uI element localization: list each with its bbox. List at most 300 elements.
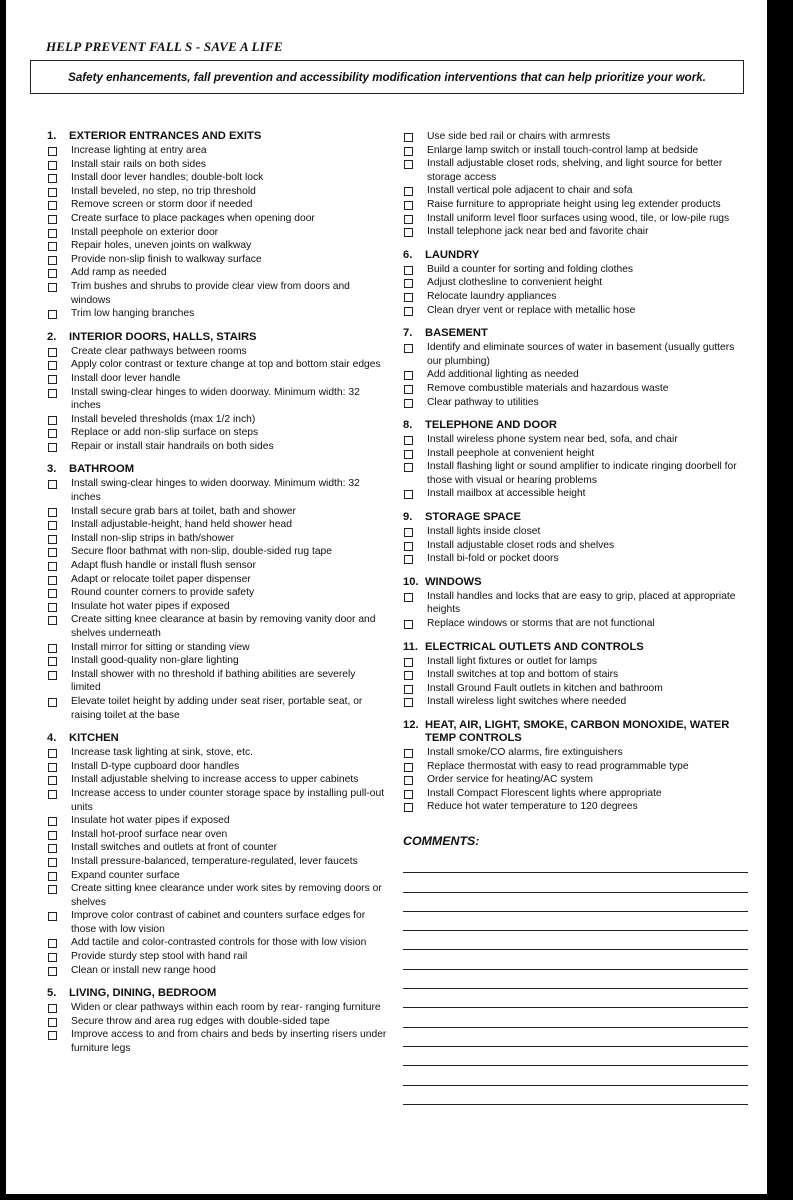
comments-label: COMMENTS: — [403, 833, 480, 848]
checklist-item-text: Install shower with no threshold if bathing abilities are severely limited — [71, 668, 356, 694]
section-number: 7. — [403, 327, 413, 340]
section-number: 5. — [47, 987, 57, 1000]
checklist-item-text: Clear pathway to utilities — [427, 396, 539, 408]
checkbox[interactable] — [48, 763, 57, 772]
checkbox[interactable] — [404, 371, 413, 380]
comment-line[interactable] — [403, 1047, 748, 1066]
checklist-section — [47, 732, 387, 977]
checklist-item-text: Expand counter surface — [71, 869, 180, 881]
checkbox[interactable] — [48, 1031, 57, 1040]
checkbox[interactable] — [404, 266, 413, 275]
checklist-item-text: Install smoke/CO alarms, fire extinguishers — [427, 747, 623, 758]
checkbox[interactable] — [48, 174, 57, 183]
comment-line[interactable] — [403, 1008, 748, 1027]
comment-line[interactable] — [403, 912, 748, 931]
checklist-item[interactable] — [47, 950, 387, 964]
checkbox[interactable] — [404, 490, 413, 499]
checklist-item-text: Adjust clothesline to convenient height — [427, 277, 603, 289]
checkbox[interactable] — [48, 443, 57, 452]
checklist-item[interactable] — [47, 787, 387, 814]
checkbox[interactable] — [48, 201, 57, 210]
checklist-item[interactable] — [403, 447, 748, 461]
checkbox[interactable] — [48, 256, 57, 265]
checkbox[interactable] — [48, 644, 57, 653]
section-title: INTERIOR DOORS, HALLS, STAIRS — [69, 330, 257, 343]
checkbox[interactable] — [48, 521, 57, 530]
checklist-item[interactable] — [47, 841, 387, 855]
checkbox[interactable] — [48, 215, 57, 224]
checkbox[interactable] — [404, 385, 413, 394]
checklist-item-text: Increase access to under counter storage space by installing pull-out units — [71, 787, 385, 813]
checklist-item[interactable] — [47, 518, 387, 532]
checklist-item[interactable] — [403, 539, 748, 553]
continued-items — [403, 130, 748, 239]
checklist-item[interactable] — [47, 869, 387, 883]
checkbox[interactable] — [48, 589, 57, 598]
checklist-item-text: Build a counter for sorting and folding clothes — [427, 263, 634, 275]
checkbox[interactable] — [404, 307, 413, 316]
section-number: 8. — [403, 419, 413, 432]
checkbox[interactable] — [48, 161, 57, 170]
checklist-item[interactable] — [47, 1028, 387, 1055]
section-title: ELECTRICAL OUTLETS AND CONTROLS — [425, 640, 644, 653]
checkbox[interactable] — [404, 463, 413, 472]
checklist-item[interactable] — [403, 787, 748, 801]
checklist-item[interactable] — [47, 280, 387, 307]
checklist-item[interactable] — [403, 552, 748, 566]
checkbox[interactable] — [48, 817, 57, 826]
checklist-item[interactable] — [47, 532, 387, 546]
checklist-section — [403, 576, 748, 631]
checklist-item[interactable] — [403, 225, 748, 239]
checklist-item[interactable] — [47, 695, 387, 722]
checklist-item[interactable] — [403, 368, 748, 382]
checklist-item-text: Round counter corners to provide safety — [71, 587, 255, 599]
checklist-item-text: Clean dryer vent or replace with metallic hose — [427, 304, 636, 316]
checkbox[interactable] — [48, 831, 57, 840]
checklist-section — [403, 719, 748, 814]
checklist-item[interactable] — [47, 814, 387, 828]
checkbox[interactable] — [48, 283, 57, 292]
section-number: 9. — [403, 511, 413, 524]
checkbox[interactable] — [48, 616, 57, 625]
left-border — [0, 0, 6, 1200]
checkbox[interactable] — [48, 844, 57, 853]
checklist-item[interactable] — [47, 477, 387, 504]
checklist-item[interactable] — [403, 198, 748, 212]
checklist-item[interactable] — [47, 307, 387, 321]
section-number: 12. — [403, 719, 419, 731]
checklist-item-text: Install D-type cupboard door handles — [71, 760, 240, 772]
checklist-item[interactable] — [47, 253, 387, 267]
section-heading — [47, 987, 387, 1000]
checklist-item-text: Install non-slip strips in bath/shower — [71, 532, 235, 544]
checklist-item-text: Install switches and outlets at front of counter — [71, 842, 278, 854]
checkbox[interactable] — [48, 535, 57, 544]
checkbox[interactable] — [48, 1018, 57, 1027]
bottom-border — [0, 1194, 793, 1200]
checkbox[interactable] — [404, 160, 413, 169]
checkbox[interactable] — [48, 967, 57, 976]
checklist-item-text: Install swing-clear hinges to widen doorway. Minimum width: 32 inches — [71, 386, 360, 412]
checkbox[interactable] — [48, 480, 57, 489]
section-title: LAUNDRY — [425, 248, 480, 261]
checklist-item-text: Increase task lighting at sink, stove, etc. — [71, 747, 254, 759]
checkbox[interactable] — [404, 658, 413, 667]
checklist-item[interactable] — [47, 828, 387, 842]
checklist-item-text: Add tactile and color-contrasted controls for those with low vision — [71, 937, 367, 949]
checkbox[interactable] — [48, 749, 57, 758]
checklist-item-text: Elevate toilet height by adding under seat riser, portable seat, or raising toilet at the base — [71, 695, 363, 721]
checklist-item[interactable] — [47, 212, 387, 226]
checklist-item[interactable] — [47, 882, 387, 909]
page-title: HELP PREVENT FALL S - SAVE A LIFE — [46, 39, 283, 54]
checkbox[interactable] — [48, 229, 57, 238]
checkbox[interactable] — [48, 389, 57, 398]
checklist-item[interactable] — [47, 559, 387, 573]
subtitle-box — [30, 60, 744, 94]
checkbox[interactable] — [404, 228, 413, 237]
checklist-item-text: Identify and eliminate sources of water in basement (usually gutters our plumbing) — [427, 342, 735, 367]
checklist-item[interactable] — [403, 290, 748, 304]
checklist-section — [403, 327, 748, 409]
comment-line[interactable] — [403, 1066, 748, 1085]
checkbox[interactable] — [404, 685, 413, 694]
checklist-item[interactable] — [47, 440, 387, 454]
checklist-item-text: Insulate hot water pipes if exposed — [71, 600, 230, 612]
checklist-item[interactable] — [47, 668, 387, 695]
checklist-item[interactable] — [403, 487, 748, 501]
checklist-item[interactable] — [47, 1015, 387, 1029]
checkbox[interactable] — [48, 953, 57, 962]
checklist-item-text: Trim bushes and shrubs to provide clear view from doors and windows — [71, 280, 350, 306]
checkbox[interactable] — [404, 542, 413, 551]
checklist-item-text: Provide sturdy step stool with hand rail — [71, 951, 248, 963]
checklist-item[interactable] — [403, 760, 748, 774]
checklist-item[interactable] — [403, 617, 748, 631]
checklist-item-text: Secure floor bathmat with non-slip, double-sided rug tape — [71, 546, 333, 558]
checklist-section — [403, 419, 748, 501]
checklist-item-text: Install vertical pole adjacent to chair and sofa — [427, 185, 633, 197]
checklist-item[interactable] — [403, 304, 748, 318]
comment-line[interactable] — [403, 1086, 748, 1105]
checklist-item[interactable] — [47, 345, 387, 359]
checkbox[interactable] — [404, 215, 413, 224]
checklist-item[interactable] — [47, 964, 387, 978]
checklist-item[interactable] — [403, 590, 748, 617]
checklist-item-text: Install beveled thresholds (max 1/2 inch) — [71, 413, 256, 425]
left-column — [47, 130, 387, 1066]
checkbox[interactable] — [404, 776, 413, 785]
checklist-item-text: Create sitting knee clearance at basin by removing vanity door and shelves underneath — [71, 614, 376, 639]
section-title: WINDOWS — [425, 575, 482, 588]
checklist-item-text: Install good-quality non-glare lighting — [71, 655, 239, 667]
checklist-item-text: Install beveled, no step, no trip threshold — [71, 185, 256, 197]
checklist-item-text: Remove screen or storm door if needed — [71, 199, 253, 211]
checkbox[interactable] — [48, 375, 57, 384]
checklist-section — [403, 641, 748, 709]
checklist-item[interactable] — [403, 525, 748, 539]
checklist-item[interactable] — [403, 212, 748, 226]
checkbox[interactable] — [48, 858, 57, 867]
checkbox[interactable] — [48, 269, 57, 278]
checkbox[interactable] — [48, 576, 57, 585]
checklist-item-text: Install hot-proof surface near oven — [71, 828, 228, 840]
checkbox[interactable] — [48, 912, 57, 921]
section-heading — [403, 249, 748, 262]
checklist-item[interactable] — [47, 760, 387, 774]
checklist-item-text: Install pressure-balanced, temperature-regulated, lever faucets — [71, 855, 358, 867]
checklist-item[interactable] — [47, 773, 387, 787]
checkbox[interactable] — [404, 450, 413, 459]
checklist-item[interactable] — [403, 695, 748, 709]
checklist-item-text: Install Ground Fault outlets in kitchen and bathroom — [427, 682, 663, 694]
right-border — [767, 0, 793, 1200]
checklist-item-text: Create sitting knee clearance under work sites by removing doors or shelves — [71, 883, 382, 908]
checklist-section — [47, 463, 387, 722]
checklist-item[interactable] — [403, 746, 748, 760]
checklist-item[interactable] — [47, 654, 387, 668]
checklist-item-text: Insulate hot water pipes if exposed — [71, 815, 230, 827]
checklist-item-text: Create surface to place packages when opening door — [71, 212, 315, 224]
checklist-item-text: Create clear pathways between rooms — [71, 345, 247, 357]
checklist-item[interactable] — [403, 157, 748, 184]
checklist-item-text: Install bi-fold or pocket doors — [427, 553, 559, 565]
checkbox[interactable] — [48, 416, 57, 425]
checklist-section — [47, 130, 387, 321]
checklist-item-text: Install swing-clear hinges to widen doorway. Minimum width: 32 inches — [71, 478, 360, 504]
checklist-item[interactable] — [47, 239, 387, 253]
checkbox[interactable] — [404, 133, 413, 142]
checklist-item[interactable] — [403, 263, 748, 277]
checklist-item-text: Adapt flush handle or install flush sensor — [71, 560, 256, 572]
checklist-item[interactable] — [47, 641, 387, 655]
comment-line[interactable] — [403, 970, 748, 989]
checkbox[interactable] — [48, 939, 57, 948]
checklist-item-text: Install adjustable-height, hand held shower head — [71, 519, 292, 531]
checklist-item-text: Install door lever handle — [71, 372, 181, 384]
section-heading — [47, 130, 387, 143]
section-number: 2. — [47, 330, 57, 343]
checklist-item-text: Install peephole on exterior door — [71, 226, 219, 238]
checklist-item-text: Install stair rails on both sides — [71, 158, 207, 170]
section-title: EXTERIOR ENTRANCES AND EXITS — [69, 130, 262, 142]
checkbox[interactable] — [404, 279, 413, 288]
comment-line[interactable] — [403, 873, 748, 892]
checklist-item[interactable] — [47, 198, 387, 212]
section-title: HEAT, AIR, LIGHT, SMOKE, CARBON MONOXIDE, WATER TEMP CONTROLS — [425, 719, 730, 744]
checklist-item-text: Install flashing light or sound amplifier to indicate ringing doorbell for those with visual or hearing problems — [427, 461, 737, 486]
checklist-item[interactable] — [47, 413, 387, 427]
checklist-item-text: Provide non-slip finish to walkway surface — [71, 253, 262, 265]
checkbox[interactable] — [48, 562, 57, 571]
checkbox[interactable] — [48, 310, 57, 319]
checklist-item[interactable] — [47, 573, 387, 587]
checkbox[interactable] — [48, 790, 57, 799]
checkbox[interactable] — [48, 872, 57, 881]
checklist-item-text: Install mirror for sitting or standing view — [71, 641, 250, 653]
checkbox[interactable] — [48, 548, 57, 557]
section-number: 3. — [47, 463, 57, 476]
checklist-item[interactable] — [47, 545, 387, 559]
checklist-item-text: Apply color contrast or texture change at top and bottom stair edges — [71, 359, 381, 371]
checkbox[interactable] — [404, 344, 413, 353]
checkbox[interactable] — [404, 763, 413, 772]
comment-line[interactable] — [403, 989, 748, 1008]
checkbox[interactable] — [404, 790, 413, 799]
checkbox[interactable] — [404, 147, 413, 156]
checklist-section — [47, 987, 387, 1055]
section-heading — [47, 463, 387, 476]
checklist-item-text: Install adjustable closet rods and shelves — [427, 539, 615, 551]
checklist-item-text: Replace windows or storms that are not functional — [427, 618, 655, 630]
checklist-item[interactable] — [47, 372, 387, 386]
checklist-item[interactable] — [47, 358, 387, 372]
checklist-item[interactable] — [403, 460, 748, 487]
checklist-item[interactable] — [403, 382, 748, 396]
checklist-item[interactable] — [403, 655, 748, 669]
checklist-item-text: Install mailbox at accessible height — [427, 488, 586, 500]
checkbox[interactable] — [404, 436, 413, 445]
checklist-item[interactable] — [47, 171, 387, 185]
checkbox[interactable] — [404, 749, 413, 758]
checkbox[interactable] — [48, 188, 57, 197]
checklist-item-text: Add ramp as needed — [71, 267, 167, 279]
section-number: 1. — [47, 130, 57, 142]
section-title: KITCHEN — [69, 732, 119, 745]
checkbox[interactable] — [48, 508, 57, 517]
checklist-item[interactable] — [47, 185, 387, 199]
checkbox[interactable] — [48, 1004, 57, 1013]
checklist-item[interactable] — [47, 386, 387, 413]
checklist-item-text: Trim low hanging branches — [71, 308, 195, 320]
checklist-item[interactable] — [403, 682, 748, 696]
checklist-item-text: Install switches at top and bottom of stairs — [427, 669, 619, 681]
checklist-item[interactable] — [403, 773, 748, 787]
checklist-item[interactable] — [47, 505, 387, 519]
checklist-item-text: Reduce hot water temperature to 120 degrees — [427, 801, 638, 813]
section-number: 10. — [403, 575, 419, 588]
checklist-item-text: Improve access to and from chairs and beds by inserting risers under furniture legs — [71, 1029, 387, 1055]
checklist-item[interactable] — [47, 586, 387, 600]
comment-line[interactable] — [403, 931, 748, 950]
checklist-item-text: Install adjustable shelving to increase access to upper cabinets — [71, 774, 359, 786]
checklist-item[interactable] — [403, 433, 748, 447]
checklist-item-text: Install light fixtures or outlet for lamps — [427, 655, 597, 667]
checklist-item[interactable] — [403, 130, 748, 144]
checkbox[interactable] — [48, 657, 57, 666]
checkbox[interactable] — [404, 555, 413, 564]
checkbox[interactable] — [404, 620, 413, 629]
checkbox[interactable] — [48, 698, 57, 707]
checkbox[interactable] — [48, 776, 57, 785]
checklist-item[interactable] — [47, 613, 387, 640]
checklist-item-text: Replace or add non-slip surface on steps — [71, 427, 259, 439]
checkbox[interactable] — [48, 603, 57, 612]
checklist-item[interactable] — [47, 426, 387, 440]
section-heading — [403, 641, 748, 654]
checklist-item[interactable] — [403, 341, 748, 368]
checkbox[interactable] — [48, 671, 57, 680]
checkbox[interactable] — [404, 187, 413, 196]
comment-line[interactable] — [403, 893, 748, 912]
checklist-item[interactable] — [47, 855, 387, 869]
checklist-item[interactable] — [47, 909, 387, 936]
checklist-item-text: Install secure grab bars at toilet, bath and shower — [71, 505, 296, 517]
checklist-item-text: Add additional lighting as needed — [427, 369, 579, 381]
checkbox[interactable] — [48, 348, 57, 357]
checkbox[interactable] — [404, 593, 413, 602]
checkbox[interactable] — [48, 361, 57, 370]
checkbox[interactable] — [48, 147, 57, 156]
checklist-item-text: Improve color contrast of cabinet and counters surface edges for those with low vision — [71, 910, 366, 935]
checklist-item[interactable] — [47, 746, 387, 760]
section-title: TELEPHONE AND DOOR — [425, 419, 557, 432]
checkbox[interactable] — [404, 293, 413, 302]
checklist-item-text: Repair holes, uneven joints on walkway — [71, 240, 252, 252]
checklist-section — [47, 331, 387, 454]
comment-line[interactable] — [403, 950, 748, 969]
checkbox[interactable] — [404, 528, 413, 537]
checklist-item[interactable] — [403, 800, 748, 814]
checklist-item-text: Remove combustible materials and hazardous waste — [427, 382, 669, 394]
checklist-section — [403, 249, 748, 317]
checklist-item-text: Clean or install new range hood — [71, 964, 216, 976]
checklist-item-text: Install telephone jack near bed and favorite chair — [427, 226, 649, 238]
checkbox[interactable] — [404, 698, 413, 707]
checklist-item[interactable] — [47, 936, 387, 950]
section-heading — [403, 419, 748, 432]
checklist-item[interactable] — [403, 184, 748, 198]
checklist-item[interactable] — [403, 396, 748, 410]
checkbox[interactable] — [404, 201, 413, 210]
section-number: 4. — [47, 732, 57, 745]
checklist-item[interactable] — [47, 158, 387, 172]
checkbox[interactable] — [48, 242, 57, 251]
checklist-item-text: Raise furniture to appropriate height using leg extender products — [427, 198, 721, 210]
checklist-item-text: Relocate laundry appliances — [427, 290, 557, 302]
comment-line[interactable] — [403, 854, 748, 873]
checklist-item[interactable] — [47, 226, 387, 240]
checklist-item-text: Replace thermostat with easy to read programmable type — [427, 760, 689, 772]
checkbox[interactable] — [48, 885, 57, 894]
checklist-item-text: Install handles and locks that are easy to grip, placed at appropriate heights — [427, 590, 736, 616]
checklist-item[interactable] — [47, 266, 387, 280]
checklist-item[interactable] — [47, 1001, 387, 1015]
comment-line[interactable] — [403, 1028, 748, 1047]
checklist-item[interactable] — [47, 144, 387, 158]
section-heading — [403, 576, 748, 589]
checklist-item-text: Install door lever handles; double-bolt lock — [71, 172, 264, 184]
section-heading — [403, 511, 748, 524]
checklist-item-text: Install adjustable closet rods, shelving, and light source for better storage access — [427, 158, 723, 183]
checklist-item-text: Install lights inside closet — [427, 526, 541, 538]
right-column — [403, 130, 748, 1105]
checklist-item[interactable] — [403, 668, 748, 682]
checklist-item[interactable] — [47, 600, 387, 614]
checkbox[interactable] — [404, 803, 413, 812]
checklist-item-text: Enlarge lamp switch or install touch-control lamp at bedside — [427, 144, 699, 156]
section-heading — [47, 331, 387, 344]
checkbox[interactable] — [404, 671, 413, 680]
section-heading — [403, 719, 748, 745]
checkbox[interactable] — [404, 399, 413, 408]
checklist-item[interactable] — [403, 276, 748, 290]
checklist-item-text: Install peephole at convenient height — [427, 447, 595, 459]
checklist-item[interactable] — [403, 144, 748, 158]
checklist-item-text: Increase lighting at entry area — [71, 145, 207, 156]
checkbox[interactable] — [48, 429, 57, 438]
